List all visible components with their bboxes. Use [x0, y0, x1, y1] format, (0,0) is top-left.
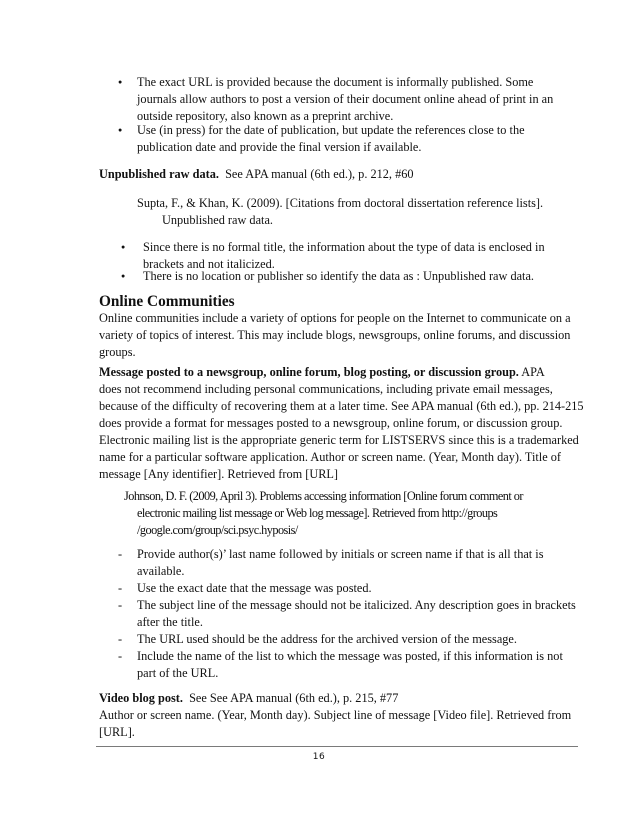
dash-item-3-line-1: The subject line of the message should not be italicized. Any description goes in brackets [137, 598, 576, 612]
message-example-line-3: /google.com/group/sci.psyc.hyposis/ [137, 523, 298, 537]
dash-item-1-line-2: available. [137, 564, 185, 578]
message-heading-row [99, 364, 545, 381]
raw-data-example-line-2: Unpublished raw data. [162, 213, 273, 227]
message-heading: Message posted to a newsgroup, online forum, blog posting, or discussion group. [99, 365, 519, 379]
dash-item-5-line-1: Include the name of the list to which the message was posted, if this information is not [137, 649, 563, 663]
online-intro-line-3: groups. [99, 345, 136, 359]
dash-marker: - [118, 632, 123, 646]
online-intro-line-2: variety of topics of interest. This may include blogs, newsgroups, online forums, and discussion [99, 328, 571, 342]
message-example-line-1: Johnson, D. F. (2009, April 3). Problems accessing information [Online forum comment or [124, 489, 523, 503]
page-number: 16 [312, 752, 326, 762]
dash-item-2-line-1: Use the exact date that the message was posted. [137, 581, 372, 595]
video-heading-row [99, 690, 398, 707]
bullet-marker [118, 77, 122, 89]
raw-data-ref-note: See APA manual (6th ed.), p. 212, #60 [225, 167, 414, 181]
dash-marker: - [118, 598, 123, 612]
dash-marker: - [118, 581, 123, 595]
url-bullet-1-line-1: The exact URL is provided because the document is informally published. Some [137, 75, 534, 89]
footer-divider [96, 746, 578, 747]
bullet-marker [118, 125, 122, 137]
message-line-2: because of the difficulty of recovering them at a later time. See APA manual (6th ed.), pp. 214-215 [99, 399, 584, 413]
dash-item-4-line-1: The URL used should be the address for the archived version of the message. [137, 632, 517, 646]
url-bullet-2-line-2: publication date and provide the final version if available. [137, 140, 422, 154]
raw-bullet-1-line-2: brackets and not italicized. [143, 257, 275, 271]
message-first-tail: APA [521, 365, 545, 379]
dash-marker: - [118, 547, 123, 561]
bullet-marker [121, 271, 125, 283]
video-ref-note: See See APA manual (6th ed.), p. 215, #77 [189, 691, 399, 705]
message-example-line-2: electronic mailing list message or Web log message]. Retrieved from http://groups [137, 506, 498, 520]
dash-item-5-line-2: part of the URL. [137, 666, 219, 680]
dash-marker: - [118, 649, 123, 663]
message-line-3: does provide a format for messages posted to a newsgroup, online forum, or discussion group. [99, 416, 563, 430]
online-intro-line-1: Online communities include a variety of options for people on the Internet to communicate on a [99, 311, 571, 325]
dash-item-3-line-2: after the title. [137, 615, 203, 629]
video-line-2: [URL]. [99, 725, 135, 739]
raw-bullet-2-line-1: There is no location or publisher so identify the data as : Unpublished raw data. [143, 269, 535, 283]
video-line-1: Author or screen name. (Year, Month day). Subject line of message [Video file]. Retrieved from [99, 708, 572, 722]
url-bullet-2-line-1: Use (in press) for the date of publication, but update the references close to the [137, 123, 525, 137]
url-bullet-1-line-3: outside repository, also known as a preprint archive. [137, 109, 394, 123]
message-line-4: Electronic mailing list is the appropriate generic term for LISTSERVS since this is a trademarked [99, 433, 579, 447]
message-line-5: name for a particular software application. Author or screen name. (Year, Month day). Title of [99, 450, 561, 464]
raw-data-example-line-1: Supta, F., & Khan, K. (2009). [Citations from doctoral dissertation reference lists]. [137, 196, 544, 210]
raw-data-heading-row [99, 166, 414, 183]
message-line-1: does not recommend including personal communications, including private email messages, [99, 382, 553, 396]
message-line-6: message [Any identifier]. Retrieved from [URL] [99, 467, 339, 481]
raw-data-heading: Unpublished raw data. [99, 167, 219, 181]
raw-bullet-1-line-1: Since there is no formal title, the information about the type of data is enclosed in [143, 240, 545, 254]
dash-item-1-line-1: Provide author(s)’ last name followed by initials or screen name if that is all that is [137, 547, 544, 561]
section-title-online-communities: Online Communities [99, 293, 235, 310]
video-heading: Video blog post. [99, 691, 183, 705]
url-bullet-1-line-2: journals allow authors to post a version of their document online ahead of print in an [137, 92, 554, 106]
bullet-marker [121, 242, 125, 254]
